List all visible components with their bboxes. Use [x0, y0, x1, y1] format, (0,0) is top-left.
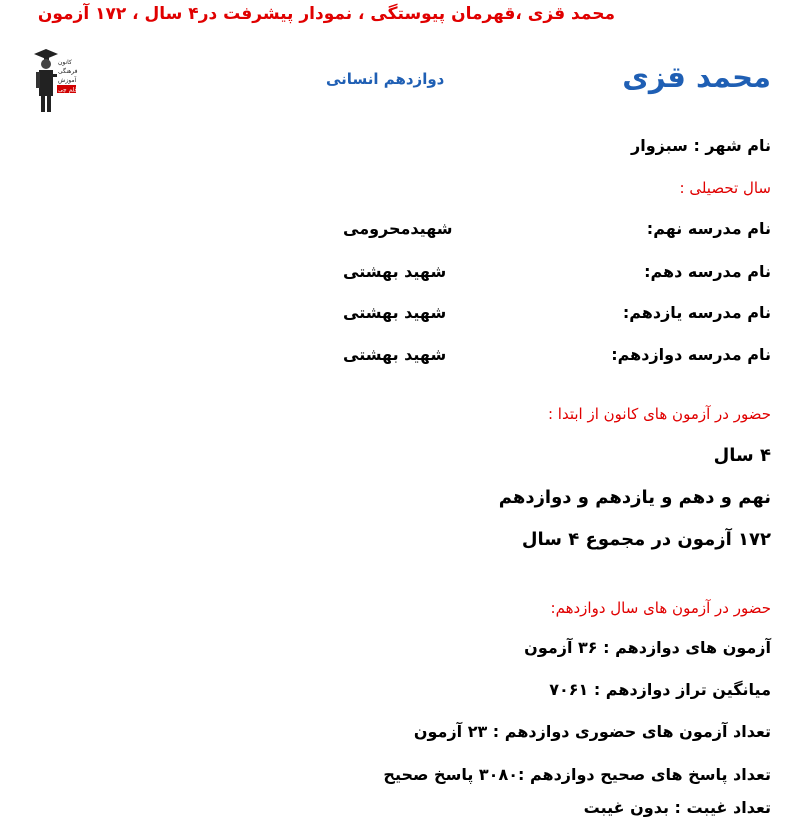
school-value-10: شهید بهشتی	[343, 262, 447, 281]
page-headline: محمد قزی ،قهرمان پیوستگی ، نمودار پیشرفت در۴ سال ، ۱۷۲ آزمون	[37, 4, 615, 24]
school-label-9: نام مدرسه نهم:	[646, 219, 771, 238]
city-line: نام شهر : سبزوار	[631, 136, 771, 155]
participation-grades: نهم و دهم و یازدهم و دوازدهم	[498, 487, 771, 508]
logo-text-2: فرهنگی	[58, 68, 78, 75]
logo-text-4: قلم چی	[58, 86, 78, 94]
logo-text-1: کانون	[58, 59, 72, 66]
school-label-12: نام مدرسه دوازدهم:	[611, 345, 771, 364]
student-name: محمد قزی	[622, 60, 771, 94]
participation-total: ۱۷۲ آزمون در مجموع ۴ سال	[521, 529, 771, 550]
twelfth-heading: حضور در آزمون های سال دوازدهم:	[550, 599, 771, 617]
school-value-12: شهید بهشتی	[343, 345, 447, 364]
school-label-10: نام مدرسه دهم:	[644, 262, 771, 281]
school-value-11: شهید بهشتی	[343, 303, 447, 322]
participation-years: ۴ سال	[713, 445, 771, 466]
twelfth-correct: تعداد پاسخ های صحیح دوازدهم :۳۰۸۰ پاسخ صحیح	[383, 765, 771, 784]
twelfth-in-person: تعداد آزمون های حضوری دوازدهم : ۲۳ آزمون	[413, 722, 771, 741]
school-label-11: نام مدرسه یازدهم:	[622, 303, 771, 322]
twelfth-avg-score: میانگین تراز دوازدهم : ۷۰۶۱	[549, 680, 771, 699]
participation-heading: حضور در آزمون های کانون از ابتدا :	[547, 405, 771, 423]
kanoon-logo	[32, 46, 80, 114]
grade-label: دوازدهم انسانی	[326, 70, 445, 88]
logo-text-3: آموزش	[58, 77, 77, 84]
school-years-heading: سال تحصیلی :	[679, 179, 771, 197]
graduate-icon	[32, 46, 80, 114]
twelfth-absences: تعداد غیبت : بدون غیبت	[583, 798, 771, 817]
twelfth-exams: آزمون های دوازدهم : ۳۶ آزمون	[524, 638, 771, 657]
school-value-9: شهیدمحرومی	[343, 219, 453, 238]
